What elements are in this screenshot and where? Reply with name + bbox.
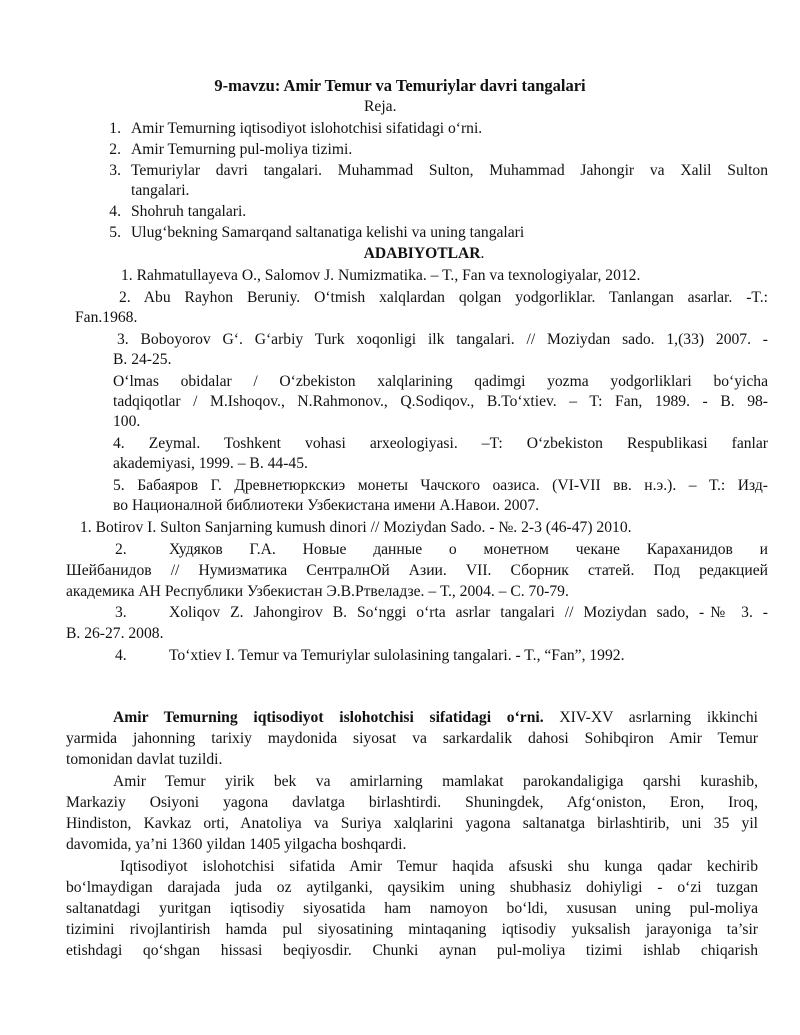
plan-item-3-line-1: Temuriylar davri tangalari. Muhammad Sulton, Muhammad Jahongir va Xalil Sulton <box>131 162 768 179</box>
reference-2-line-1: 2. Abu Rayhon Beruniy. O‘tmish xalqlardan qolgan yodgorliklar. Tanlangan asarlar. -T.: <box>119 289 768 306</box>
reference-5-line-1: 4. Zeymal. Toshkent vohasi arxeologiyasi. –T: O‘zbekiston Respublikasi fanlar <box>113 435 768 452</box>
reference-9-line-2: B. 26-27. 2008. <box>66 625 164 642</box>
reference-4-line-3: 100. <box>113 413 141 430</box>
plan-item-4: Shohruh tangalari. <box>131 203 247 220</box>
plan-item-1: Amir Temurning iqtisodiyot islohotchisi sifatidagi o‘rni. <box>131 120 483 137</box>
reference-6-line-2: во Националной библиотеки Узбекистана имени А.Навои. 2007. <box>113 497 540 514</box>
plan-item-5: Ulug‘bekning Samarqand saltanatiga kelishi va uning tangalari <box>131 224 525 241</box>
reference-9-line-1: Xoliqov Z. Jahongirov B. So‘nggi o‘rta asrlar tangalari // Moziydan sado, -№ 3. - <box>169 604 768 621</box>
reference-2-line-2: Fan.1968. <box>75 309 138 326</box>
plan-item-3-number: 3. <box>109 162 121 179</box>
reference-8-number: 2. <box>115 541 127 558</box>
paragraph-3-line-3: saltanatdagi yuritgan iqtisodiy siyosatida ham namoyon bo‘ldi, xususan uning pul-moliya <box>66 900 758 917</box>
reference-8-line-1: Худяков Г.А. Новые данные о монетном чекане Караханидов и <box>169 541 768 558</box>
reference-5-line-2: akademiyasi, 1999. – B. 44-45. <box>113 455 308 472</box>
reference-6-line-1: 5. Бабаяров Г. Древнетюркскиэ монеты Чачского оазиса. (VI-VII вв. н.э.). – Т.: Изд- <box>113 477 768 494</box>
references-heading-dot: . <box>480 245 485 262</box>
references-heading-text: ADABIYOTLAR <box>363 245 481 262</box>
reference-8-line-3: академика АН Республики Узбекистан Э.В.Ртвеладзе. – Т., 2004. – С. 70-79. <box>66 583 569 600</box>
plan-item-5-number: 5. <box>109 224 121 241</box>
paragraph-2-line-1: Amir Temur yirik bek va amirlarning mamlakat parokandaligiga qarshi kurashib, <box>113 773 758 790</box>
section-heading-inline: Amir Temurning iqtisodiyot islohotchisi sifatidagi o‘rni. <box>113 709 544 726</box>
plan-item-2: Amir Temurning pul-moliya tizimi. <box>131 141 353 158</box>
reference-1: 1. Rahmatullayeva O., Salomov J. Numizmatika. – T., Fan va texnologiyalar, 2012. <box>121 267 641 284</box>
paragraph-2-line-4: davomida, ya’ni 1360 yildan 1405 yilgacha boshqardi. <box>66 836 407 853</box>
reference-3-line-1: 3. Boboyorov G‘. G‘arbiy Turk xoqonligi ilk tangalari. // Moziydan sado. 1,(33) 2007. - <box>117 331 768 348</box>
plan-item-3-line-2: tangalari. <box>131 182 190 199</box>
reference-4-line-1: O‘lmas obidalar / O‘zbekiston xalqlarining qadimgi yozma yodgorliklari bo‘yicha <box>113 373 768 390</box>
paragraph-2-line-2: Markaziy Osiyoni yagona davlatga birlashtirdi. Shuningdek, Afg‘oniston, Eron, Iroq, <box>66 794 758 811</box>
paragraph-1-line-2: yarmida jahonning tarixiy maydonida siyosat va sarkardalik dahosi Sohibqiron Amir Temur <box>66 730 758 747</box>
reference-7: 1. Botirov I. Sulton Sanjarning kumush dinori // Moziydan Sado. - №. 2-3 (46-47) 2010. <box>80 519 632 536</box>
paragraph-3-line-2: bo‘lmaydigan darajada juda oz aytilganki, qaysikim uning shubhasiz dohiyligi - o‘zi tuzgan <box>66 879 758 896</box>
paragraph-1-line-1-text: XIV-XV asrlarning ikkinchi <box>559 709 758 726</box>
reference-10: To‘xtiev I. Temur va Temuriylar sulolasining tangalari. - T., “Fan”, 1992. <box>169 647 625 664</box>
reference-10-number: 4. <box>115 647 127 664</box>
paragraph-3-line-1: Iqtisodiyot islohotchisi sifatida Amir Temur haqida afsuski shu kunga qadar kechirib <box>120 858 758 875</box>
paragraph-3-line-5: etishdagi qo‘shgan hissasi beqiyosdir. Chunki aynan pul-moliya tizimi ishlab chiqarish <box>66 942 758 959</box>
plan-heading: Reja. <box>364 98 397 115</box>
paragraph-1-line-1 <box>113 708 758 728</box>
paragraph-1-line-3: tomonidan davlat tuzildi. <box>66 751 223 768</box>
paragraph-2-line-3: Hindiston, Kavkaz orti, Anatoliya va Suriya xalqlarini yagona saltanatga birlashtirib, uni 35 yil <box>66 815 758 832</box>
reference-9-number: 3. <box>115 604 127 621</box>
reference-8-line-2: Шейбанидов // Нумизматика СентралнОй Азии. VII. Сборник статей. Под редакцией <box>66 562 768 579</box>
plan-item-1-number: 1. <box>109 120 121 137</box>
paragraph-3-line-4: tizimini rivojlantirish hamda pul siyosatining mintaqaning iqtisodiy yuksalish jarayoniga ta’sir <box>66 921 758 938</box>
plan-item-2-number: 2. <box>109 141 121 158</box>
document-title: 9-mavzu: Amir Temur va Temuriylar davri tangalari <box>214 76 586 95</box>
reference-3-line-2: B. 24-25. <box>113 351 172 368</box>
reference-4-line-2: tadqiqotlar / M.Ishoqov., N.Rahmonov., Q.Sodiqov., B.To‘xtiev. – T: Fan, 1989. - B. 98- <box>113 393 768 410</box>
references-heading <box>0 244 800 264</box>
plan-item-4-number: 4. <box>109 203 121 220</box>
